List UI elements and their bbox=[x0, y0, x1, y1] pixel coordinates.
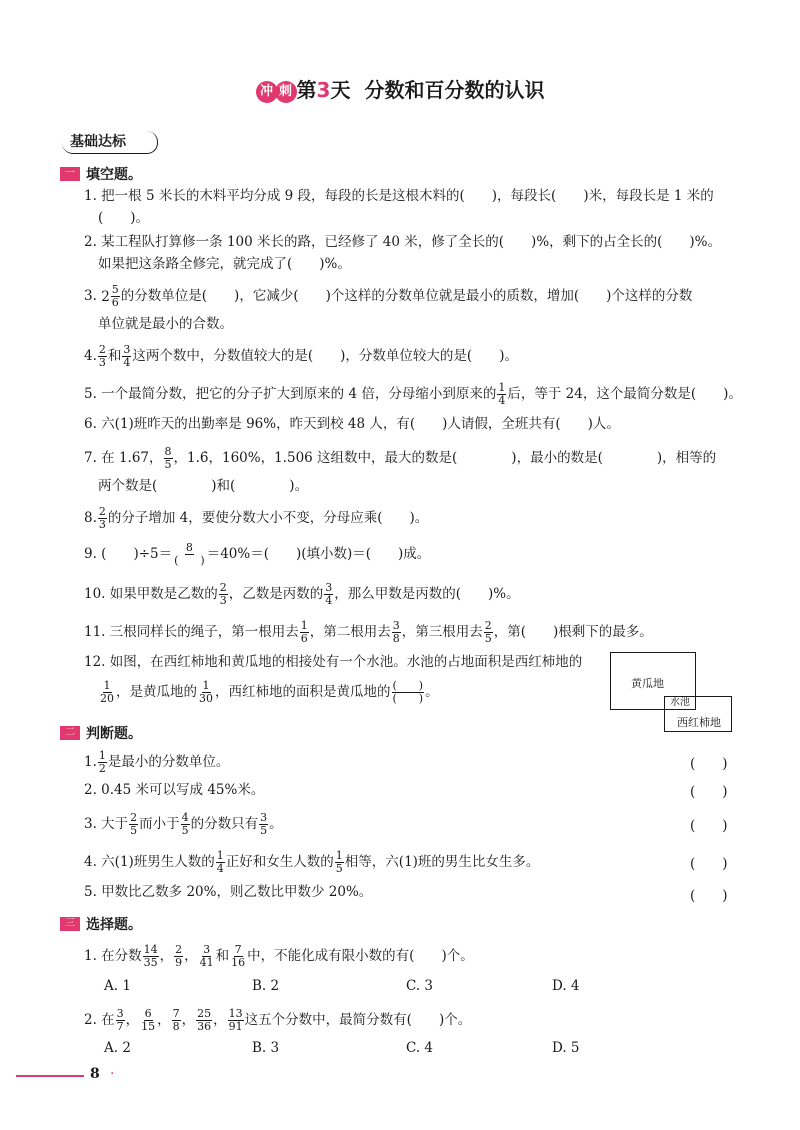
question-2-cont: 如果把这条路全修完，就完成了( )%。 bbox=[98, 256, 351, 272]
tf-question-4: 4. 六(1)班男生人数的 $\frac{1}{4}$ 正好和女生人数的 $\frac{1}{5}$ 相等，六(1)班的男生比女生多。 bbox=[84, 849, 540, 875]
question-9: 9. ( )÷5＝ $\frac{8}{( )}$ ＝40%＝( )(填小数)＝( )成。 bbox=[84, 541, 431, 567]
option-a[interactable]: A. 2 bbox=[104, 1040, 131, 1056]
tf-question-1: 1. $\frac{1}{2}$ 是最小的分数单位。 bbox=[84, 749, 230, 775]
mc-question-2: 2. 在 $\frac{3}{7}$ ， $\frac{6}{15}$ ， $\frac{7}{8}$ ， $\frac{25}{36}$ ， $\frac{13}{91}$ 这五个分数中，最简分数有( )个。 bbox=[84, 1007, 472, 1033]
question-10: 10. 如果甲数是乙数的 $\frac{2}{3}$ ，乙数是丙数的 $\frac{3}{4}$ ，那么甲数是丙数的( )%。 bbox=[84, 581, 520, 607]
title-suffix: 天 bbox=[330, 78, 351, 102]
option-c[interactable]: C. 3 bbox=[406, 978, 434, 994]
page-title bbox=[0, 74, 800, 103]
answer-paren[interactable]: ( ) bbox=[690, 756, 728, 772]
footer-divider bbox=[16, 1075, 84, 1077]
question-4: 4. $\frac{2}{3}$ 和 $\frac{3}{4}$ 这两个数中，分数值较大的是( )，分数单位较大的是( )。 bbox=[84, 343, 518, 369]
question-7-cont: 两个数是( )和( )。 bbox=[98, 478, 309, 494]
answer-paren[interactable]: ( ) bbox=[690, 856, 728, 872]
question-1: 1. 把一根 5 米长的木料平均分成 9 段，每段的长是这根木料的( )，每段长( )米，每段长是 1 米的 bbox=[84, 188, 714, 204]
section-icon: 一 bbox=[60, 167, 80, 181]
pool: 水池 bbox=[664, 696, 696, 710]
question-12-cont: $\frac{1}{20}$ ，是黄瓜地的 $\frac{1}{30}$ ，西红柿地的面积是黄瓜地的 $\frac{( )}{( )}$ 。 bbox=[100, 679, 439, 705]
question-3: 3. 2 $\frac{5}{6}$ 的分数单位是( )，它减少( )个这样的分数单位就是最小的质数，增加( )个这样的分数 bbox=[84, 283, 693, 309]
level-tag: 基础达标 bbox=[70, 134, 126, 150]
answer-paren[interactable]: ( ) bbox=[690, 818, 728, 834]
section-icon: 二 bbox=[60, 726, 80, 740]
question-11: 11. 三根同样长的绳子，第一根用去 $\frac{1}{6}$ ，第二根用去 $\frac{3}{8}$ ，第三根用去 $\frac{2}{5}$ ，第( )根剩下的最多。 bbox=[84, 619, 653, 645]
question-3-cont: 单位就是最小的合数。 bbox=[98, 316, 233, 332]
q-number: 3. bbox=[84, 288, 97, 304]
question-8: 8. $\frac{2}{3}$ 的分子增加 4，要使分数大小不变，分母应乘( )。 bbox=[84, 505, 429, 531]
answer-paren[interactable]: ( ) bbox=[690, 784, 728, 800]
section-title: 判断题。 bbox=[86, 726, 142, 742]
question-2: 2. 某工程队打算修一条 100 米长的路，已经修了 40 米，修了全长的( )%，剩下的占全长的( )%。 bbox=[84, 234, 722, 250]
option-d[interactable]: D. 5 bbox=[552, 1040, 580, 1056]
title-topic: 分数和百分数的认识 bbox=[364, 78, 545, 102]
section-icon: 三 bbox=[60, 917, 80, 931]
title-badge: 冲 bbox=[256, 81, 278, 103]
page-number: 8 bbox=[90, 1066, 100, 1082]
cucumber-field: 黄瓜地 bbox=[610, 652, 696, 710]
option-b[interactable]: B. 3 bbox=[252, 1040, 280, 1056]
question-7: 7. 在 1.67， $\frac{8}{5}$ ，1.6̇，160%，1.506 这组数中，最大的数是( )，最小的数是( )，相等的 bbox=[84, 445, 717, 471]
option-c[interactable]: C. 4 bbox=[406, 1040, 434, 1056]
option-a[interactable]: A. 1 bbox=[104, 978, 131, 994]
section-title: 选择题。 bbox=[86, 917, 142, 933]
tf-question-2: 2. 0.45 米可以写成 45%米。 bbox=[84, 782, 265, 798]
option-b[interactable]: B. 2 bbox=[252, 978, 280, 994]
question-1-cont: ( )。 bbox=[98, 210, 150, 226]
option-d[interactable]: D. 4 bbox=[552, 978, 580, 994]
title-badge: 刺 bbox=[275, 81, 297, 103]
tf-question-5: 5. 甲数比乙数多 20%，则乙数比甲数少 20%。 bbox=[84, 884, 373, 900]
mc-question-1: 1. 在分数 $\frac{14}{35}$ ， $\frac{2}{9}$ ， $\frac{3}{41}$ 和 $\frac{7}{16}$ 中，不能化成有限小数的有( )个。 bbox=[84, 943, 474, 969]
mixed-number: 2 $\frac{5}{6}$ bbox=[101, 283, 119, 309]
answer-paren[interactable]: ( ) bbox=[690, 888, 728, 904]
section-title: 填空题。 bbox=[86, 167, 142, 183]
question-12: 12. 如图，在西红柿地和黄瓜地的相接处有一个水池。水池的占地面积是西红柿地的 bbox=[84, 654, 583, 670]
tf-question-3: 3. 大于 $\frac{2}{5}$ 而小于 $\frac{4}{5}$ 的分数只有 $\frac{3}{5}$ 。 bbox=[84, 811, 283, 837]
question-6: 6. 六(1)班昨天的出勤率是 96%，昨天到校 48 人，有( )人请假，全班共有( )人。 bbox=[84, 416, 620, 432]
title-day: 3 bbox=[316, 78, 331, 102]
title-prefix: 第 bbox=[296, 78, 317, 102]
footer-dot: · bbox=[110, 1066, 115, 1082]
tomato-field: 西红柿地 bbox=[664, 696, 732, 732]
question-5: 5. 一个最简分数，把它的分子扩大到原来的 4 倍，分母缩小到原来的 $\frac{1}{4}$ 后，等于 24，这个最简分数是( )。 bbox=[84, 381, 742, 407]
